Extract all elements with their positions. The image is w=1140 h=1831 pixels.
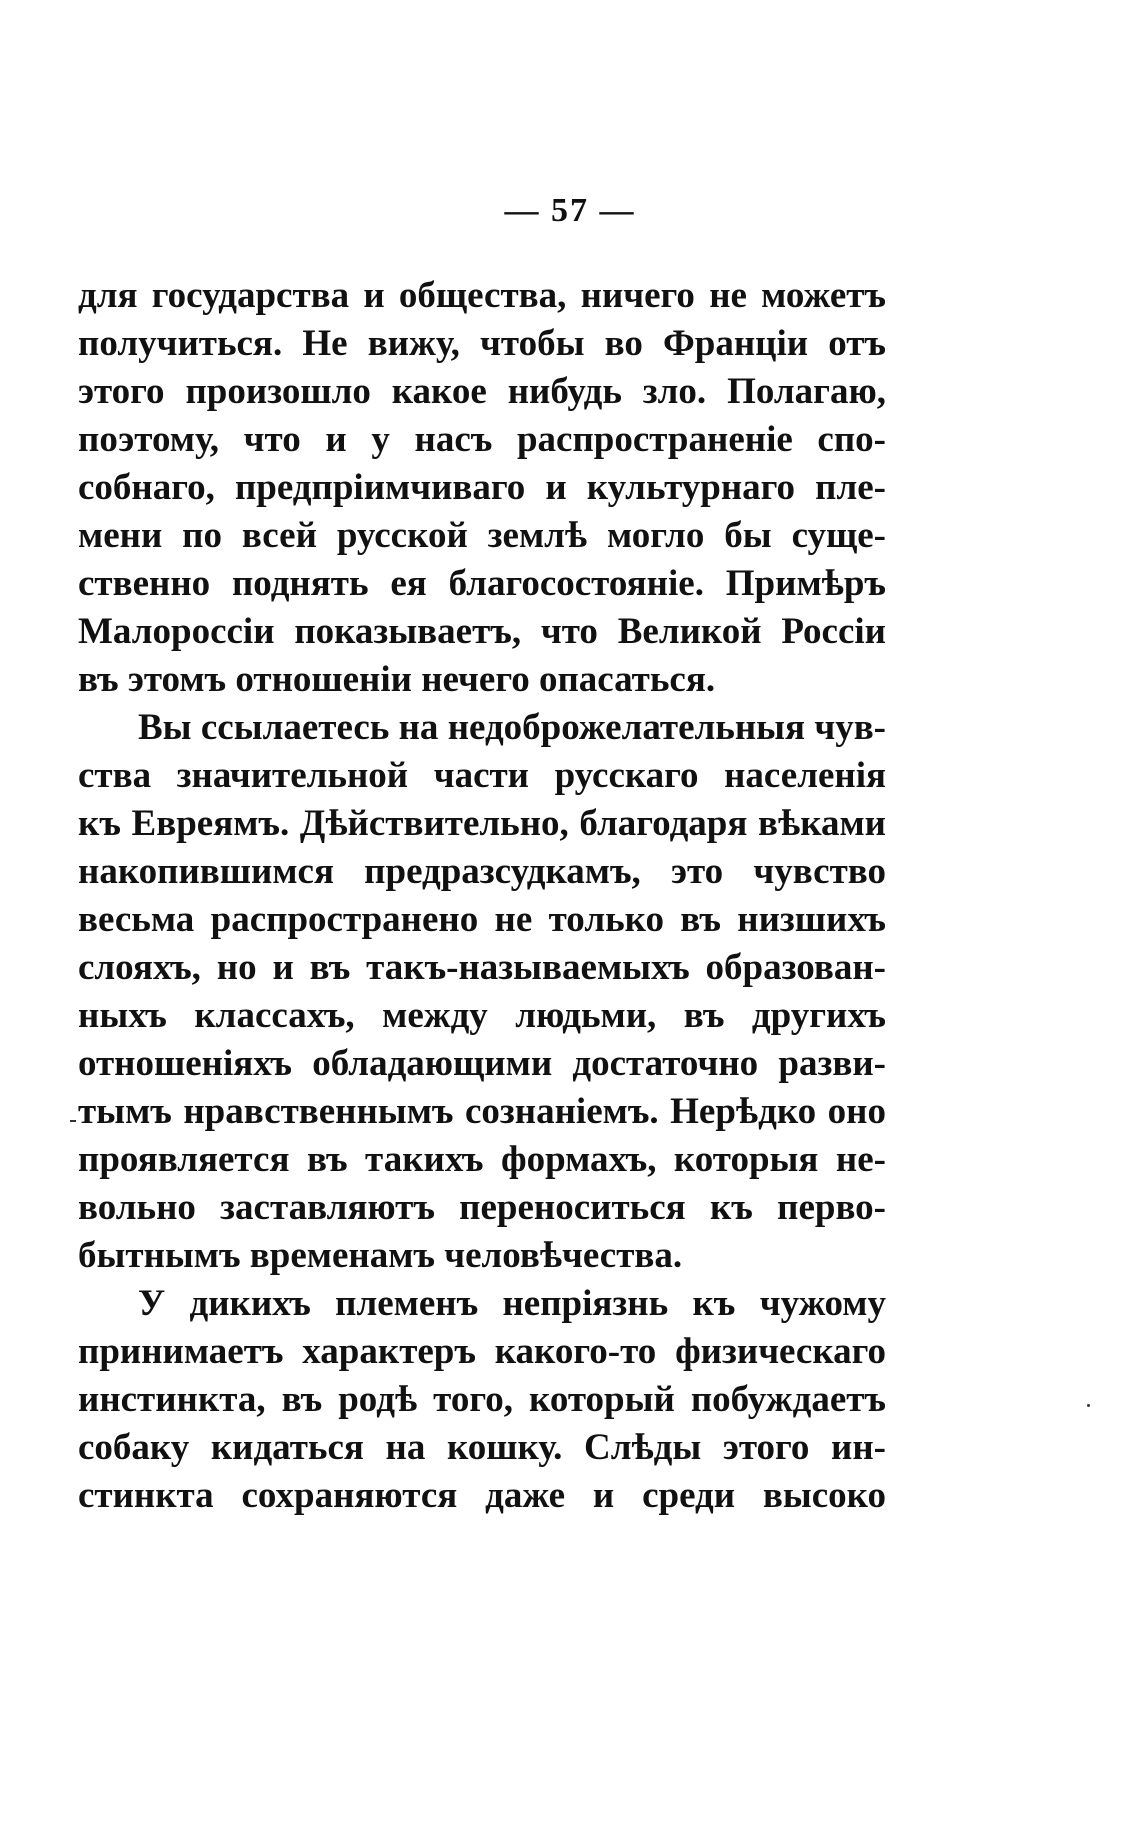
- text-line: получиться. Не вижу, чтобы во Франціи отъ: [78, 323, 886, 364]
- paragraph-2: [78, 704, 886, 1280]
- text-line: проявляется въ такихъ формахъ, которыя не-: [78, 1139, 886, 1180]
- text-line: стинкта сохраняются даже и среди высоко: [78, 1475, 886, 1516]
- text-line: слояхъ, но и въ такъ-называемыхъ образован-: [78, 947, 886, 988]
- text-line: ства значительной части русскаго населенія: [78, 755, 886, 796]
- text-line: накопившимся предразсудкамъ, это чувство: [78, 851, 886, 892]
- text-line: У дикихъ племенъ непріязнь къ чужому: [138, 1283, 886, 1324]
- text-line: принимаетъ характеръ какого-то физическаго: [78, 1331, 886, 1372]
- text-line: весьма распространено не только въ низшихъ: [78, 899, 886, 940]
- text-line: отношеніяхъ обладающими достаточно разви-: [78, 1043, 886, 1084]
- text-line: ственно поднять ея благосостояніе. Примѣръ: [78, 563, 886, 604]
- text-line: инстинкта, въ родѣ того, который побуждаетъ: [78, 1379, 886, 1420]
- text-line: собаку кидаться на кошку. Слѣды этого ин-: [78, 1427, 886, 1468]
- text-line: Вы ссылаетесь на недоброжелательныя чув-: [138, 707, 886, 748]
- text-line: въ этомъ отношеніи нечего опасаться.: [78, 659, 716, 700]
- text-line: вольно заставляютъ переноситься къ перво-: [78, 1187, 886, 1228]
- paragraph-3: [78, 1280, 886, 1520]
- text-line: этого произошло какое нибудь зло. Полагаю,: [78, 371, 886, 412]
- text-line: поэтому, что и у насъ распространеніе спо-: [78, 419, 886, 460]
- text-line: къ Евреямъ. Дѣйствительно, благодаря вѣками: [78, 803, 886, 844]
- text-line: Малороссіи показываетъ, что Великой Россіи: [78, 611, 886, 652]
- scan-speck: [1087, 1404, 1090, 1407]
- text-line: собнаго, предпріимчиваго и культурнаго пле-: [78, 467, 886, 508]
- text-line: мени по всей русской землѣ могло бы суще-: [78, 515, 886, 556]
- body-text: [78, 272, 886, 1520]
- page-number: — 57 —: [504, 192, 636, 229]
- text-line: ныхъ классахъ, между людьми, въ другихъ: [78, 995, 886, 1036]
- text-line: для государства и общества, ничего не можетъ: [78, 275, 886, 316]
- scan-speck: [70, 1120, 76, 1122]
- paragraph-1: [78, 272, 886, 704]
- text-line: тымъ нравственнымъ сознаніемъ. Нерѣдко оно: [78, 1091, 886, 1132]
- text-line: бытнымъ временамъ человѣчества.: [78, 1235, 683, 1276]
